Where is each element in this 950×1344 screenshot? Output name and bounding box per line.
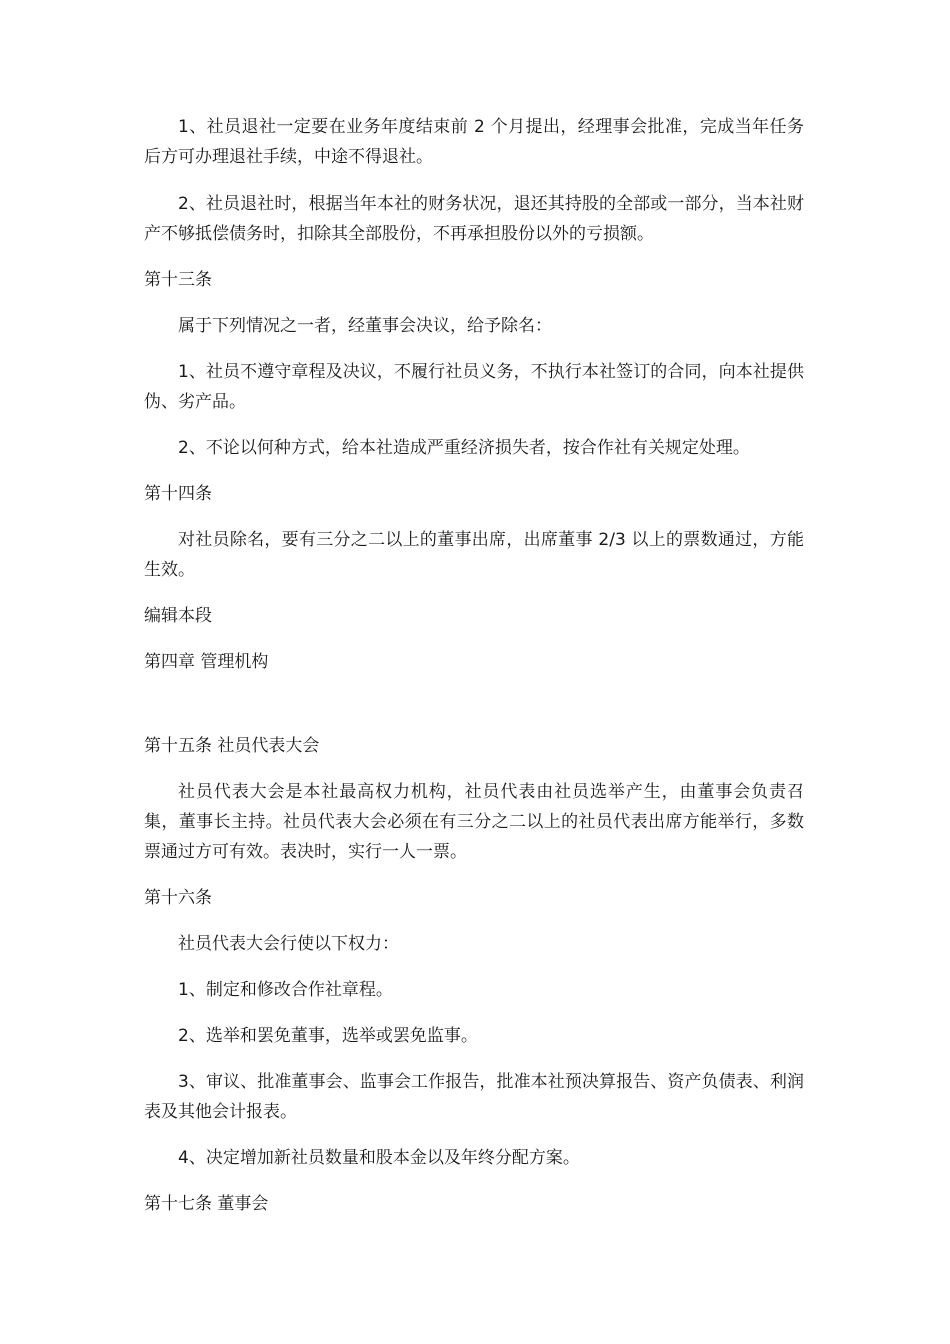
paragraph-expulsion-vote: 对社员除名，要有三分之二以上的董事出席，出席董事 2/3 以上的票数通过，方能生效。 <box>144 530 804 580</box>
article-16-heading: 第十六条 <box>144 888 212 908</box>
chapter-4-heading: 第四章 管理机构 <box>144 652 269 672</box>
paragraph-assembly-description: 社员代表大会是本社最高权力机构，社员代表由社员选举产生，由董事会负责召集，董事长主持。社员代表大会必须在有三分之二以上的社员代表出席方能举行，多数票通过方可有效。表决时，实行一人一票。 <box>144 782 804 862</box>
paragraph-power-item-2: 2、选举和罢免董事，选举或罢免监事。 <box>178 1026 478 1046</box>
paragraph-assembly-powers-intro: 社员代表大会行使以下权力： <box>178 934 399 954</box>
paragraph-power-item-4: 4、决定增加新社员数量和股本金以及年终分配方案。 <box>178 1148 580 1168</box>
paragraph-expulsion-item-1: 1、社员不遵守章程及决议，不履行社员义务，不执行本社签订的合同，向本社提供伪、劣产品。 <box>144 362 804 412</box>
paragraph-expulsion-item-2: 2、不论以何种方式，给本社造成严重经济损失者，按合作社有关规定处理。 <box>178 438 750 458</box>
article-17-heading: 第十七条 董事会 <box>144 1194 269 1214</box>
article-14-heading: 第十四条 <box>144 484 212 504</box>
paragraph-expulsion-intro: 属于下列情况之一者，经董事会决议，给予除名： <box>178 316 552 336</box>
article-13-heading: 第十三条 <box>144 270 212 290</box>
paragraph-power-item-3: 3、审议、批准董事会、监事会工作报告，批准本社预决算报告、资产负债表、利润表及其他会计报表。 <box>144 1072 804 1122</box>
article-15-heading: 第十五条 社员代表大会 <box>144 736 320 756</box>
paragraph-withdrawal-refund: 2、社员退社时，根据当年本社的财务状况，退还其持股的全部或一部分，当本社财产不够抵偿债务时，扣除其全部股份，不再承担股份以外的亏损额。 <box>144 194 804 244</box>
edit-section-label: 编辑本段 <box>144 606 212 626</box>
paragraph-withdrawal-timing: 1、社员退社一定要在业务年度结束前 2 个月提出，经理事会批准，完成当年任务后方可办理退社手续，中途不得退社。 <box>144 117 804 167</box>
paragraph-power-item-1: 1、制定和修改合作社章程。 <box>178 980 393 1000</box>
